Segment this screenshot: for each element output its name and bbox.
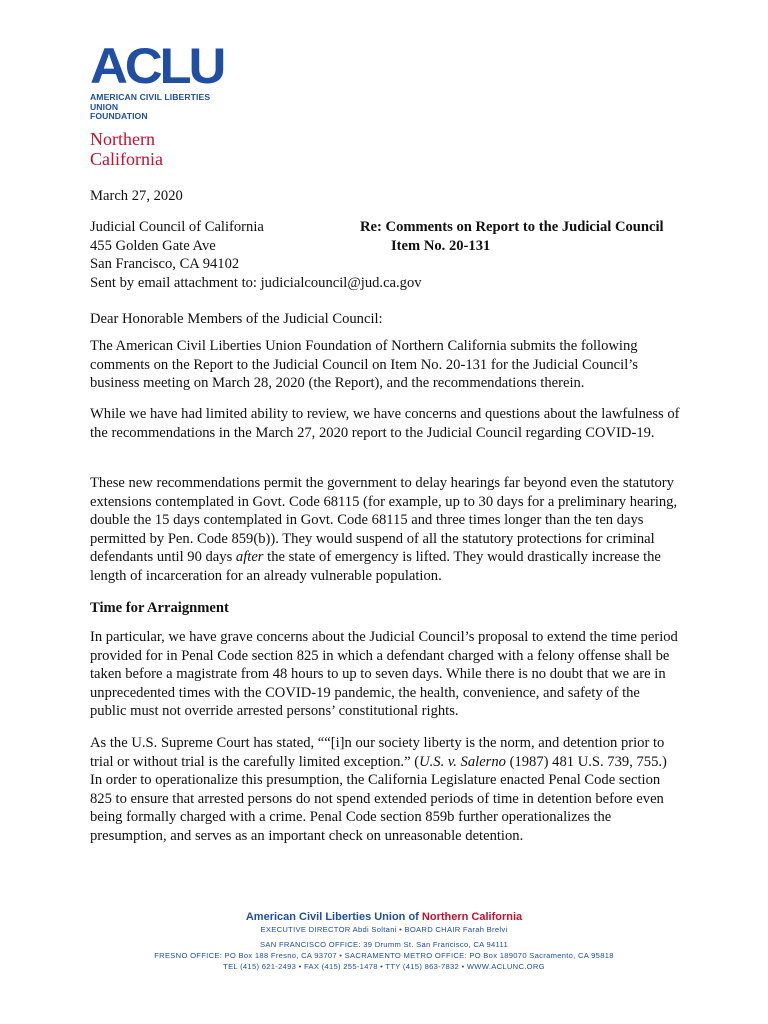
p3-emphasis: after [235,549,264,565]
letterhead-footer [0,910,768,972]
logo-region-line1: Northern [90,128,155,149]
paragraph-recommendations [90,474,680,585]
logo-region-line2: California [90,148,163,169]
footer-contact: TEL (415) 621-2493 • FAX (415) 255-1478 • TTY (415) 863-7832 • WWW.ACLUNC.ORG [223,962,545,971]
salutation: Dear Honorable Members of the Judicial Council: [90,311,383,327]
logo-org-line1: AMERICAN CIVIL LIBERTIES UNION [90,92,211,112]
p3-text-a: These new recommendations permit the government to delay hearings far beyond even the statutory extensions contemplated in Govt. Code 68115 (for example, up to 30 days for a preliminary hearing, double the 15 days contemplated in Govt. Code 68115 and three times longer than the ten days permitted by Pen. Code 859(b)). They would suspend of all the statutory protections for criminal defendants until 90 days [90,475,678,565]
paragraph-supreme-court [90,734,680,845]
footer-leaders: EXECUTIVE DIRECTOR Abdi Soltani • BOARD CHAIR Farah Brelvi [260,925,508,934]
footer-org-a: American Civil Liberties Union of [245,911,422,923]
letter-date: March 27, 2020 [90,188,183,204]
logo-org-line2: FOUNDATION [90,111,148,121]
footer-sf-office: SAN FRANCISCO OFFICE: 39 Drumm St. San Francisco, CA 94111 [260,940,508,949]
paragraph-intro: The American Civil Liberties Union Foundation of Northern California submits the following comments on the Report to the Judicial Council on Item No. 20-131 for the Judicial Council’s business meeting on March 28, 2020 (the Report), and the recommendations therein. [90,338,638,391]
paragraph-concerns: While we have had limited ability to review, we have concerns and questions about the lawfulness of the recommendations in the March 27, 2020 report to the Judicial Council regarding COVID-19. [90,406,680,441]
footer-other-offices: FRESNO OFFICE: PO Box 188 Fresno, CA 93707 • SACRAMENTO METRO OFFICE: PO Box 189070 Sacramento, CA 95818 [154,951,614,960]
p5-text-b: (1987) 481 U.S. 739, 755.) In order to operationalize this presumption, the California Legislature enacted Penal Code section 825 to ensure that arrested persons do not spend extended periods of time in detention before even being formally charged with a crime. Penal Code section 859b further operationalizes the presumption, and serves as an important check on unreasonable detention. [90,753,667,844]
re-line [360,218,664,255]
re-line-1: Re: Comments on Report to the Judicial Council [360,219,664,235]
recipient-name: Judicial Council of California [90,219,264,235]
logo-region [90,129,230,169]
p3-text-b: the state of emergency is lifted. They would drastically increase the length of incarceration for an already vulnerable population. [90,549,661,584]
re-line-2: Item No. 20-131 [391,237,491,254]
footer-org-b: Northern California [421,911,523,923]
footer-org-name [0,910,768,924]
section-heading: Time for Arraignment [90,600,229,616]
recipient-city: San Francisco, CA 94102 [90,256,240,272]
paragraph-arraignment: In particular, we have grave concerns about the Judicial Council’s proposal to extend the time period provided for in Penal Code section 825 in which a defendant charged with a felony offense shall be taken before a magistrate from 48 hours to up to seven days. While there is no doubt that we are in unprecedented times with the COVID-19 pandemic, the health, convenience, and safety of the public must not override arrested persons’ constitutional rights. [90,629,678,719]
aclu-logo [90,38,230,169]
sent-by-line: Sent by email attachment to: judicialcouncil@jud.ca.gov [90,274,422,291]
p5-text-a: As the U.S. Supreme Court has stated, ““[i]n our society liberty is the norm, and detention prior to trial or without trial is the carefully limited exception.” ( [90,735,665,770]
logo-mark: ACLU [90,38,224,94]
p5-case-name: U.S. v. Salerno [419,753,506,770]
recipient-street: 455 Golden Gate Ave [90,237,216,254]
logo-org-name [90,93,230,122]
